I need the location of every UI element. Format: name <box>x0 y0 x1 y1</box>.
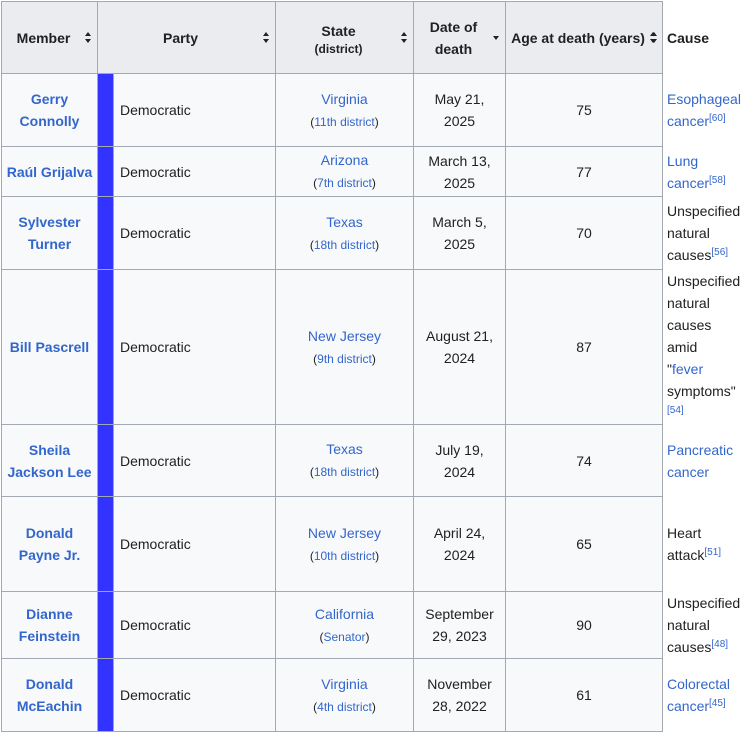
date-of-death-cell: September 29, 2023 <box>414 592 506 659</box>
cause-text: Unspecified natural causes <box>667 203 741 263</box>
table-row <box>2 270 663 425</box>
state-cell <box>276 197 414 270</box>
reference-superscript <box>709 113 726 124</box>
date-of-death-cell: August 21, 2024 <box>414 270 506 425</box>
date-of-death-cell: April 24, 2024 <box>414 497 506 592</box>
district-label: (11th district) <box>310 114 379 129</box>
member-name-cell <box>2 74 98 147</box>
header-cause-label: Cause <box>667 29 710 46</box>
party-cell <box>114 425 276 497</box>
header-member-label: Member <box>16 29 71 46</box>
cause-text: Heart attack <box>667 525 705 563</box>
table-row <box>2 197 663 270</box>
state-link[interactable]: California <box>314 605 375 622</box>
age-cell: 90 <box>506 592 663 659</box>
district-link[interactable]: 4th district <box>317 699 372 714</box>
party-color-swatch <box>98 147 114 197</box>
state-link[interactable]: Texas <box>326 213 363 230</box>
table-body <box>2 74 741 732</box>
state-cell <box>276 270 414 425</box>
state-link[interactable]: Virginia <box>321 675 368 692</box>
table-row <box>2 497 663 592</box>
sort-descending-icon[interactable] <box>493 32 500 44</box>
sort-icon[interactable] <box>85 32 92 44</box>
date-of-death-cell: July 19, 2024 <box>414 425 506 497</box>
member-name-link[interactable]: Donald McEachin <box>16 676 83 714</box>
state-link[interactable]: Arizona <box>320 152 369 168</box>
district-link[interactable]: 18th district <box>313 237 376 252</box>
reference-link[interactable]: [45] <box>709 698 726 709</box>
date-of-death-cell: March 5, 2025 <box>414 197 506 270</box>
party-color-swatch <box>98 74 114 147</box>
district-label: (7th district) <box>313 176 376 190</box>
member-name-cell <box>2 497 98 592</box>
state-link[interactable]: New Jersey <box>307 524 382 541</box>
party-label: Democratic <box>120 339 191 355</box>
party-color-swatch <box>98 592 114 659</box>
district-label: (18th district) <box>309 237 380 252</box>
reference-superscript <box>667 405 684 416</box>
party-cell <box>114 497 276 592</box>
reference-link[interactable]: [58] <box>709 174 726 186</box>
district-link[interactable]: 9th district <box>317 351 372 366</box>
cause-link[interactable]: Esophageal cancer <box>667 91 741 129</box>
member-name-cell <box>2 659 98 732</box>
cause-text: Unspecified natural causes amid " <box>667 273 741 377</box>
table-row <box>2 592 663 659</box>
table-row <box>2 425 663 497</box>
reference-link[interactable]: [48] <box>711 639 729 650</box>
age-cell: 61 <box>506 659 663 732</box>
reference-superscript <box>704 547 721 558</box>
party-cell <box>114 147 276 197</box>
header-party-label: Party <box>162 29 199 46</box>
member-name-link[interactable]: Donald Payne Jr. <box>18 525 81 563</box>
party-cell <box>114 592 276 659</box>
member-name-cell <box>2 147 98 197</box>
district-label: (18th district) <box>309 465 380 479</box>
reference-superscript <box>709 698 726 709</box>
header-date-label: Date of death <box>429 18 478 57</box>
header-date-of-death[interactable] <box>414 2 506 74</box>
age-cell: 65 <box>506 497 663 592</box>
district-label: (10th district) <box>309 548 380 563</box>
party-label: Democratic <box>120 687 191 703</box>
reference-superscript <box>711 639 728 650</box>
cause-text: Unspecified natural causes <box>667 595 741 655</box>
age-cell: 74 <box>506 425 663 497</box>
cause-text-suffix: symptoms" <box>667 383 736 399</box>
age-cell: 75 <box>506 74 663 147</box>
deaths-table <box>1 1 741 732</box>
district-label: (Senator) <box>319 629 370 644</box>
member-name-cell <box>2 592 98 659</box>
party-label: Democratic <box>120 163 191 180</box>
party-cell <box>114 270 276 425</box>
sort-icon[interactable] <box>401 32 408 44</box>
party-color-swatch <box>98 270 114 425</box>
party-label: Democratic <box>120 536 191 552</box>
party-color-swatch <box>98 197 114 270</box>
member-name-cell <box>2 197 98 270</box>
cause-link[interactable]: Pancreatic cancer <box>667 441 734 480</box>
party-label: Democratic <box>120 452 191 469</box>
member-name-link[interactable]: Gerry Connolly <box>19 91 80 129</box>
date-of-death-cell: May 21, 2025 <box>414 74 506 147</box>
party-cell <box>114 659 276 732</box>
header-row <box>2 2 663 74</box>
reference-superscript <box>711 247 728 258</box>
state-link[interactable]: Virginia <box>321 90 368 107</box>
reference-link[interactable]: [51] <box>704 547 722 558</box>
sort-icon[interactable] <box>651 32 658 44</box>
age-cell: 70 <box>506 197 663 270</box>
party-color-swatch <box>98 659 114 732</box>
state-link[interactable]: New Jersey <box>307 327 382 344</box>
table-row <box>2 74 663 147</box>
member-name-link[interactable]: Raúl Grijalva <box>6 163 93 180</box>
cause-link[interactable]: Colorectal cancer <box>667 676 731 714</box>
party-label: Democratic <box>120 225 191 241</box>
party-label: Democratic <box>120 617 191 633</box>
state-cell <box>276 497 414 592</box>
header-state-label: State <box>321 22 356 39</box>
state-cell <box>276 147 414 197</box>
party-color-swatch <box>98 497 114 592</box>
age-cell: 87 <box>506 270 663 425</box>
district-link[interactable]: 10th district <box>313 548 376 563</box>
state-link[interactable]: Texas <box>326 441 363 457</box>
reference-link[interactable]: [56] <box>711 247 729 258</box>
cause-link[interactable]: Lung cancer <box>667 152 710 191</box>
state-cell <box>276 659 414 732</box>
date-of-death-cell: November 28, 2022 <box>414 659 506 732</box>
table-row <box>2 659 663 732</box>
date-of-death-cell: March 13, 2025 <box>414 147 506 197</box>
party-cell <box>114 74 276 147</box>
party-label: Democratic <box>120 102 191 118</box>
member-name-cell <box>2 425 98 497</box>
sort-icon[interactable] <box>263 32 270 44</box>
party-cell <box>114 197 276 270</box>
header-state[interactable] <box>276 2 414 74</box>
header-age[interactable] <box>506 2 663 74</box>
district-link[interactable]: 18th district <box>313 465 376 479</box>
party-color-swatch <box>98 425 114 497</box>
member-name-link[interactable]: Sheila Jackson Lee <box>7 441 92 480</box>
header-member[interactable] <box>2 2 98 74</box>
age-cell: 77 <box>506 147 663 197</box>
member-name-link[interactable]: Dianne Feinstein <box>18 606 81 644</box>
cause-link[interactable]: fever <box>671 361 704 377</box>
district-link[interactable]: 11th district <box>314 114 375 129</box>
header-party[interactable] <box>98 2 276 74</box>
district-link[interactable]: 7th district <box>317 176 372 190</box>
district-label: (9th district) <box>313 351 376 366</box>
district-label: (4th district) <box>313 699 376 714</box>
state-cell <box>276 425 414 497</box>
reference-link[interactable]: [54] <box>667 405 684 416</box>
header-age-label: Age at death (years) <box>511 29 645 46</box>
state-cell <box>276 74 414 147</box>
reference-link[interactable]: [60] <box>709 113 726 124</box>
state-cell <box>276 592 414 659</box>
reference-superscript <box>709 175 726 186</box>
member-name-link[interactable]: Bill Pascrell <box>9 339 90 355</box>
member-name-cell <box>2 270 98 425</box>
table-row <box>2 147 663 197</box>
header-state-sublabel: (district) <box>314 41 363 56</box>
member-name-link[interactable]: Sylvester Turner <box>18 214 81 252</box>
district-link[interactable]: Senator <box>323 629 366 644</box>
